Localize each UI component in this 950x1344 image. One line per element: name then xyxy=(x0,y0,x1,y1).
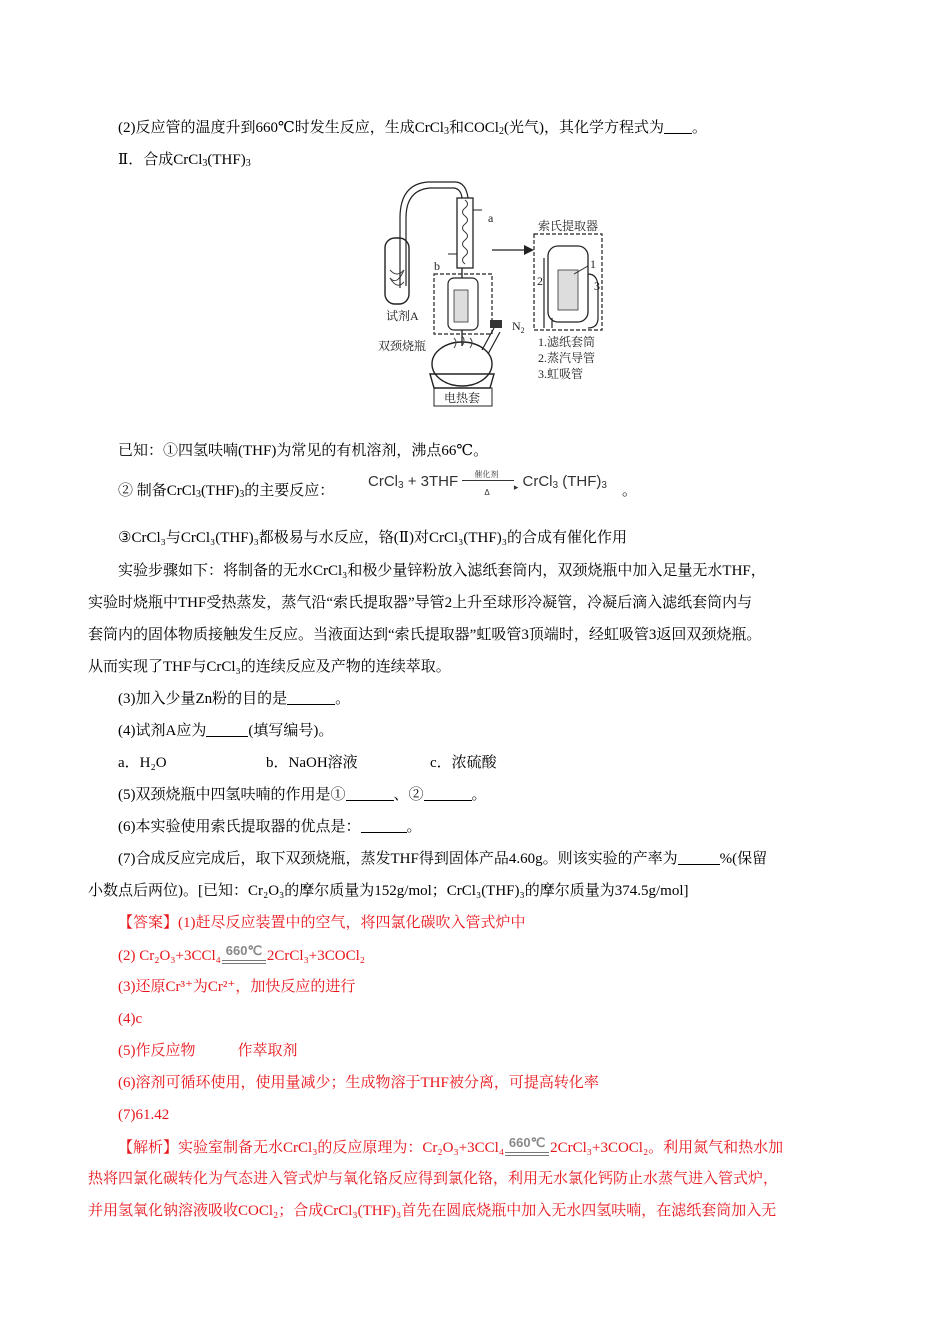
steps-line-3: 套筒内的固体物质接触发生反应。当液面达到“索氏提取器”虹吸管3顶端时，经虹吸管3返回双颈烧瓶。 xyxy=(88,627,762,643)
question-6: (6)本实验使用索氏提取器的优点是： 。 xyxy=(118,819,422,835)
answer-3: (3)还原Cr³⁺为Cr²⁺，加快反应的进行 xyxy=(118,979,356,995)
question-4: (4)试剂A应为 (填写编号)。 xyxy=(118,723,334,739)
analysis-line-1: 【解析】实验室制备无水CrCl₃的反应原理为：Cr₂O₃+3CCl₄ 660℃ 2CrCl₃+3COCl₂。利用氮气和热水加 xyxy=(118,1135,784,1156)
known-2: ② 制备$CrCl_3(THF)_3$的主要反应： xyxy=(118,483,335,500)
steps-line-2: 实验时烧瓶中THF受热蒸发，蒸气沿“索氏提取器”导管2上升至球形冷凝管，冷凝后滴入滤纸套筒内与 xyxy=(88,595,753,611)
section-2-heading: Ⅱ．合成$CrCl_3(THF)_3$ xyxy=(118,152,251,169)
analysis-line-3: 并用氢氧化钠溶液吸收COCl₂；合成CrCl₃(THF)₃首先在圆底烧瓶中加入无水四氢呋喃，在滤纸套筒加入无 xyxy=(88,1203,777,1219)
option-a: a．H₂O xyxy=(118,755,167,771)
label-b: b xyxy=(434,259,440,273)
label-2: 2 xyxy=(537,274,543,288)
question-5: (5)双颈烧瓶中四氢呋喃的作用是① 、② 。 xyxy=(118,787,487,803)
label-heater: 电热套 xyxy=(444,391,481,405)
label-reagent-a: 试剂A xyxy=(386,309,419,323)
label-n2: $N_2$ xyxy=(512,319,525,335)
question-7-line-2: 小数点后两位)。[已知：Cr₂O₃的摩尔质量为152g/mol；CrCl₃(THF)₃的摩尔质量为374.5g/mol] xyxy=(88,883,689,899)
question-3: (3)加入少量Zn粉的目的是 。 xyxy=(118,691,351,707)
label-a: a xyxy=(488,211,494,225)
option-c: c．浓硫酸 xyxy=(430,755,497,771)
condition-660: 660℃ xyxy=(222,944,266,964)
answer-5: (5)作反应物 作萃取剂 xyxy=(118,1043,298,1059)
document-page: (2)反应管的温度升到660℃时发生反应，生成CrCl$_3$和COCl$_2$(光气)，其化学方程式为 。 Ⅱ．合成$CrCl_3(THF)_3$ a b $N_2$ 试剂A 双颈烧瓶 电热套 索氏提取器 1 2 3 1.滤纸套筒 2.蒸汽导管 3.虹吸管 已知：①四氢呋喃(THF)为常见的有机溶剂，沸点66℃。 ② 制备$CrCl_3(THF)_3$的主要反应： CrCl$_3$ + 3THF 催化剂 ▸ Δ CrCl$_3$ $(THF)_3$ 。 ③CrCl₃与CrCl₃(THF)₃都极易与水反应，铬(Ⅱ)对CrCl₃(THF)₃的合成有催化作用 实验步骤如下：将制备的无水CrCl₃和极少量锌粉放入滤纸套筒内，双颈烧瓶中加入足量无水THF， 实验时烧瓶中THF受热蒸发，蒸气沿“索氏提取器”导管2上升至球形冷凝管，冷凝后滴入滤纸套筒内与 套筒内的固体物质接触发生反应。当液面达到“索氏提取器”虹吸管3顶端时，经虹吸管3返回双颈烧瓶。 从而实现了THF与CrCl₃的连续反应及产物的连续萃取。 (3)加入少量Zn粉的目的是 。 (4)试剂A应为 (填写编号)。 a．H₂O b．NaOH溶液 c．浓硫酸 (5)双颈烧瓶中四氢呋喃的作用是① 、② 。 (6)本实验使用索氏提取器的优点是： 。 (7)合成反应完成后，取下双颈烧瓶，蒸发THF得到固体产品4.60g。则该实验的产率为 %(保留 小数点后两位)。[已知：Cr₂O₃的摩尔质量为152g/mol；CrCl₃(THF)₃的摩尔质量为374.5g/mol] 【答案】(1)赶尽反应装置中的空气，将四氯化碳吹入管式炉中 (2) Cr₂O₃+3CCl₄ 660℃ 2CrCl₃+3COCl₂ (3)还原Cr³⁺为Cr²⁺，加快反应的进行 (4)c (5)作反应物 作萃取剂 (6)溶剂可循环使用，使用量减少；生成物溶于THF被分离，可提高转化率 (7)61.42 【解析】实验室制备无水CrCl₃的反应原理为：Cr₂O₃+3CCl₄ 660℃ 2CrCl₃+3COCl₂。利用氮气和热水加 热将四氯化碳转化为气态进入管式炉与氧化铬反应得到氯化铬，利用无水氯化钙防止水蒸气进入管式炉， 并用氢氧化钠溶液吸收COCl₂；合成CrCl₃(THF)₃首先在圆底烧瓶中加入无水四氢呋喃，在滤纸套筒加入无 xyxy=(0,0,950,1344)
legend-1: 1.滤纸套筒 xyxy=(538,335,596,349)
answer-2: (2) Cr₂O₃+3CCl₄ 660℃ 2CrCl₃+3COCl₂ xyxy=(118,943,366,964)
label-3: 3 xyxy=(594,279,600,293)
reaction-equation: CrCl$_3$ + 3THF 催化剂 ▸ Δ CrCl$_3$ $(THF)_3$ xyxy=(368,470,607,497)
condition-660-analysis: 660℃ xyxy=(505,1136,549,1156)
legend-3: 3.虹吸管 xyxy=(538,367,584,381)
known-1: 已知：①四氢呋喃(THF)为常见的有机溶剂，沸点66℃。 xyxy=(118,443,489,459)
answer-6: (6)溶剂可循环使用，使用量减少；生成物溶于THF被分离，可提高转化率 xyxy=(118,1075,599,1091)
legend-2: 2.蒸汽导管 xyxy=(538,351,596,365)
question-2: (2)反应管的温度升到660℃时发生反应，生成CrCl$_3$和COCl$_2$(光气)，其化学方程式为 。 xyxy=(118,120,707,137)
answer-1: 【答案】(1)赶尽反应装置中的空气，将四氯化碳吹入管式炉中 xyxy=(118,915,526,931)
option-b: b．NaOH溶液 xyxy=(266,755,358,771)
answer-7: (7)61.42 xyxy=(118,1107,170,1123)
label-flask: 双颈烧瓶 xyxy=(378,339,427,353)
analysis-line-2: 热将四氯化碳转化为气态进入管式炉与氧化铬反应得到氯化铬，利用无水氯化钙防止水蒸气进入管式炉， xyxy=(88,1171,779,1187)
apparatus-figure xyxy=(378,178,618,408)
test-tube xyxy=(385,238,409,304)
steps-line-1: 实验步骤如下：将制备的无水CrCl₃和极少量锌粉放入滤纸套筒内，双颈烧瓶中加入足量无水THF， xyxy=(118,563,766,579)
label-1: 1 xyxy=(590,257,596,271)
known-3: ③CrCl₃与CrCl₃(THF)₃都极易与水反应，铬(Ⅱ)对CrCl₃(THF)₃的合成有催化作用 xyxy=(118,530,627,546)
label-soxhlet: 索氏提取器 xyxy=(538,219,599,233)
steps-line-4: 从而实现了THF与CrCl₃的连续反应及产物的连续萃取。 xyxy=(88,659,451,675)
answer-4: (4)c xyxy=(118,1011,143,1027)
question-7: (7)合成反应完成后，取下双颈烧瓶，蒸发THF得到固体产品4.60g。则该实验的产率为 %(保留 xyxy=(118,851,768,867)
